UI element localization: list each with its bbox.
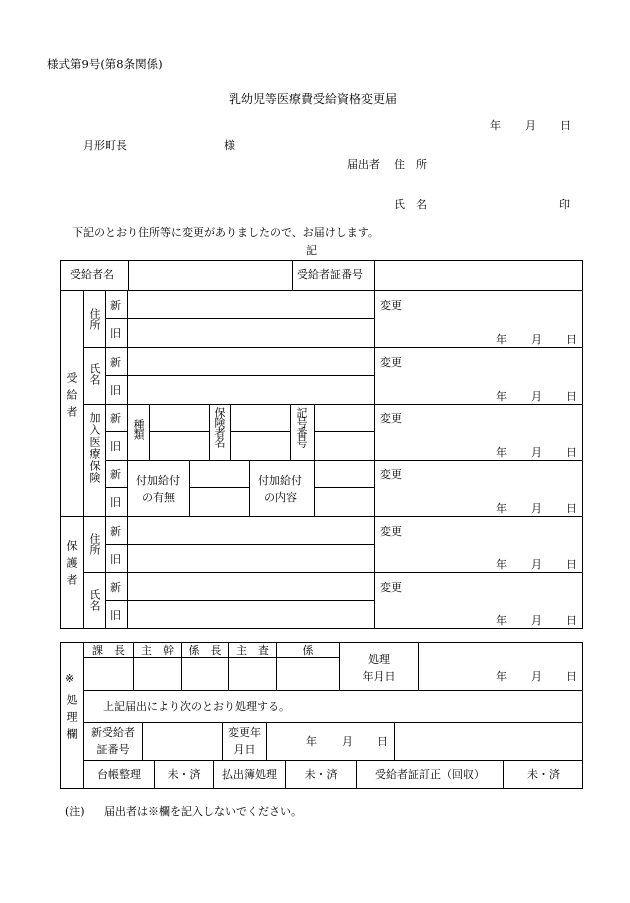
row-line (83, 404, 583, 405)
col-line (290, 404, 291, 460)
form-number: 様式第9号(第8条関係) (47, 57, 163, 71)
insurer-name-label: 保険者名 (213, 407, 226, 447)
recipient-name-row-label: 氏名 (88, 363, 101, 385)
row-line (105, 431, 127, 432)
kind-label: 種類 (132, 419, 145, 439)
col-line (83, 290, 84, 629)
col-line (142, 722, 143, 760)
process-year: 年 (496, 670, 507, 683)
process-date-label-1: 処理 (368, 653, 390, 666)
new-cert-label-2: 証番号 (96, 743, 130, 756)
office-section-label: 処理欄 (65, 694, 78, 745)
change-day: 日 (566, 333, 577, 346)
role-section-chief: 係 長 (188, 644, 222, 657)
new-label: 新 (110, 581, 121, 594)
row-line (105, 318, 374, 319)
additional-exists-label-1: 付加給付 (136, 474, 180, 487)
row-line (189, 487, 249, 488)
row-line (60, 516, 583, 517)
change-year: 年 (496, 614, 507, 627)
row-line (83, 760, 583, 761)
col-line (189, 460, 190, 516)
guardian-address-label: 住所 (88, 533, 101, 555)
change-month: 月 (531, 558, 542, 571)
change-day: 日 (566, 614, 577, 627)
cert-correction-status: 未・済 (527, 768, 560, 781)
row-line (83, 572, 583, 573)
new-label: 新 (110, 468, 121, 481)
recipient-group-label: 受給者 (65, 372, 78, 423)
additional-exists-label-2: の有無 (142, 491, 175, 504)
office-mark: ※ (65, 672, 75, 685)
change-year: 年 (496, 390, 507, 403)
change-month: 月 (531, 446, 542, 459)
date-year-label: 年 (490, 119, 501, 132)
col-line (249, 460, 250, 516)
old-label: 旧 (110, 496, 121, 509)
guardian-group-label: 保護者 (65, 540, 78, 591)
role-inspector: 主 査 (236, 644, 269, 657)
new-label: 新 (110, 525, 121, 538)
row-line (105, 487, 127, 488)
change-label: 変更 (380, 468, 402, 481)
old-label: 旧 (110, 440, 121, 453)
new-label: 新 (110, 356, 121, 369)
role-chief: 主 幹 (141, 644, 174, 657)
main-table (60, 260, 583, 629)
row-line (105, 600, 374, 601)
cert-correction-label: 受給者証訂正（回収） (375, 768, 485, 781)
change-label: 変更 (380, 356, 402, 369)
note-text: 届出者は※欄を記入しないでください。 (104, 805, 302, 818)
additional-content-label-1: 付加給付 (258, 474, 302, 487)
row-line (314, 431, 374, 432)
recipient-address-label: 住所 (88, 308, 101, 330)
change-month: 月 (531, 614, 542, 627)
col-line (127, 290, 128, 629)
old-label: 旧 (110, 327, 121, 340)
recipient-name-label: 受給者名 (70, 268, 114, 281)
change-day: 日 (566, 558, 577, 571)
insurance-label: 加入医療保険 (88, 412, 101, 484)
payment-book-label: 払出簿処理 (222, 768, 277, 781)
role-staff: 係 (302, 644, 314, 657)
ki-mark: 記 (306, 244, 317, 257)
role-manager: 課 長 (92, 644, 125, 657)
change-label: 変更 (380, 412, 402, 425)
addressee: 月形町長 (83, 139, 127, 152)
new-label: 新 (110, 412, 121, 425)
change-month: 月 (531, 390, 542, 403)
intro-text: 下記のとおり住所等に変更がありましたので、お届けします。 (72, 226, 379, 239)
change-day: 日 (566, 390, 577, 403)
change-date-label-1: 変更年 (228, 726, 261, 739)
old-label: 旧 (110, 384, 121, 397)
change-label: 変更 (380, 299, 402, 312)
row-line (314, 487, 374, 488)
col-line (149, 404, 150, 460)
col-line (314, 404, 315, 460)
seal-mark: 印 (559, 198, 570, 211)
col-line (105, 290, 106, 629)
row-line (83, 657, 339, 658)
additional-content-label-2: の内容 (264, 491, 297, 504)
col-line (418, 642, 419, 690)
date-day-label: 日 (560, 119, 571, 132)
process-month: 月 (531, 670, 542, 683)
applicant-address-label: 住 所 (394, 158, 427, 171)
col-line (314, 460, 315, 516)
new-label: 新 (110, 299, 121, 312)
col-line (266, 722, 267, 760)
process-day: 日 (566, 670, 577, 683)
change-date-month: 月 (342, 735, 353, 748)
symbol-number-label: 記号番号 (295, 407, 308, 447)
row-line (105, 460, 583, 461)
change-year: 年 (496, 502, 507, 515)
process-date-label-2: 年月日 (362, 670, 396, 683)
change-month: 月 (531, 333, 542, 346)
ledger-label: 台帳整理 (97, 768, 141, 781)
ledger-status: 未・済 (167, 768, 201, 781)
change-date-label-2: 月日 (233, 743, 256, 756)
change-year: 年 (496, 558, 507, 571)
col-line (83, 642, 84, 789)
row-line (230, 431, 290, 432)
col-line (230, 404, 231, 460)
col-line (209, 404, 210, 460)
change-month: 月 (531, 502, 542, 515)
office-table (60, 642, 583, 789)
new-cert-label-1: 新受給者 (91, 726, 135, 739)
applicant-label: 届出者 (347, 158, 380, 171)
change-day: 日 (566, 446, 577, 459)
change-year: 年 (496, 446, 507, 459)
row-line (149, 431, 209, 432)
col-line (292, 260, 293, 290)
honorific: 様 (224, 139, 235, 152)
col-line (374, 260, 375, 629)
change-date-day: 日 (377, 735, 388, 748)
col-line (128, 260, 129, 290)
change-year: 年 (496, 333, 507, 346)
row-line (60, 290, 583, 291)
change-date-year: 年 (306, 735, 317, 748)
applicant-name-label: 氏 名 (394, 198, 427, 211)
old-label: 旧 (110, 553, 121, 566)
change-label: 変更 (380, 525, 402, 538)
date-month-label: 月 (525, 119, 536, 132)
row-line (83, 722, 583, 723)
change-day: 日 (566, 502, 577, 515)
row-line (83, 690, 583, 691)
change-label: 変更 (380, 581, 402, 594)
page-title: 乳幼児等医療費受給資格変更届 (229, 92, 398, 106)
row-line (105, 544, 374, 545)
row-line (83, 347, 583, 348)
note-label: (注) (65, 805, 85, 818)
payment-book-status: 未・済 (304, 768, 338, 781)
col-line (394, 722, 395, 760)
recipient-cert-label: 受給者証番号 (297, 268, 363, 281)
old-label: 旧 (110, 609, 121, 622)
row-line (105, 375, 374, 376)
processed-text: 上記届出により次のとおり処理する。 (103, 700, 290, 713)
guardian-name-label: 氏名 (88, 589, 101, 611)
